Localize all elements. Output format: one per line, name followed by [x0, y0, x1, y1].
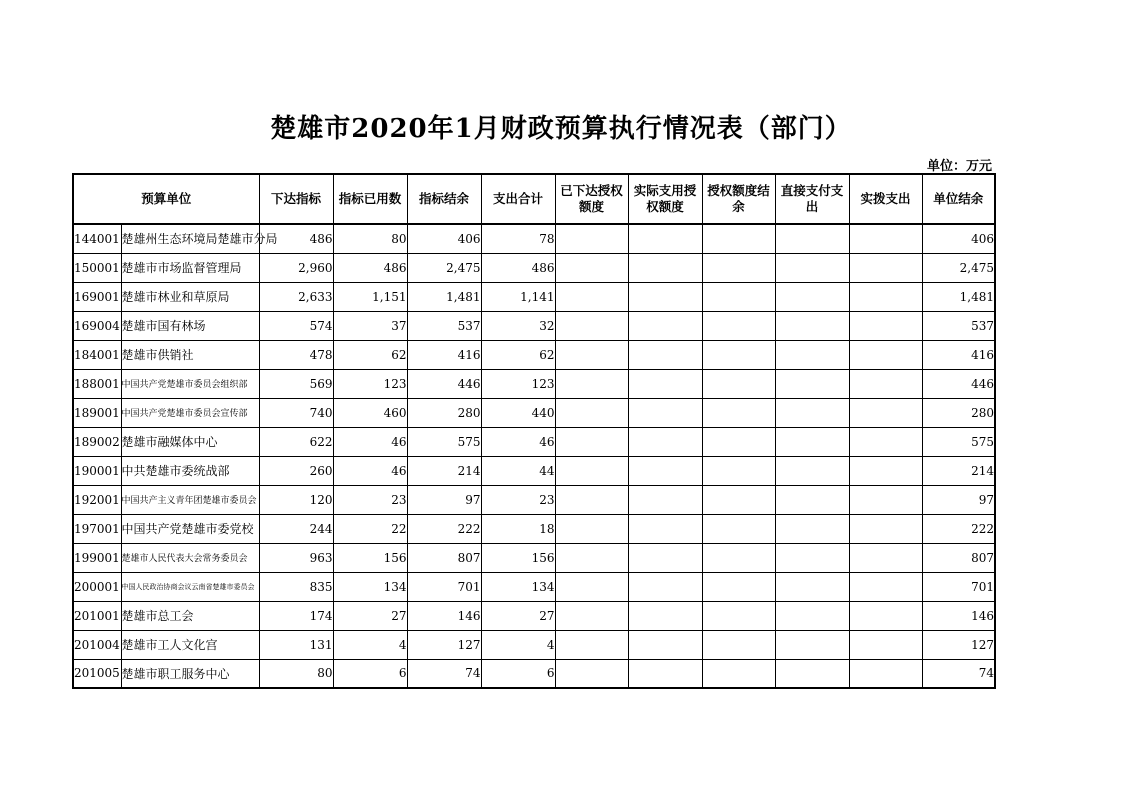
cell-unit-balance: 222: [922, 514, 995, 543]
cell-unit-name: 楚雄市市场监督管理局: [121, 253, 259, 282]
cell-unit-balance: 127: [922, 630, 995, 659]
cell-direct-pay: [775, 601, 849, 630]
cell-unit-balance: 416: [922, 340, 995, 369]
cell-direct-pay: [775, 282, 849, 311]
cell-auth-issued: [555, 311, 628, 340]
cell-unit-name: 楚雄市职工服务中心: [121, 659, 259, 688]
cell-used: 4: [333, 630, 407, 659]
cell-used: 460: [333, 398, 407, 427]
table-row: [73, 572, 995, 601]
cell-auth-issued: [555, 485, 628, 514]
cell-expense: 78: [481, 224, 555, 253]
cell-balance: 74: [407, 659, 481, 688]
cell-code: 144001: [73, 224, 121, 253]
cell-code: 169004: [73, 311, 121, 340]
cell-auth-issued: [555, 427, 628, 456]
cell-code: 189002: [73, 427, 121, 456]
cell-balance: 146: [407, 601, 481, 630]
cell-balance: 280: [407, 398, 481, 427]
header-row: [73, 174, 995, 224]
cell-expense: 44: [481, 456, 555, 485]
cell-unit-name: 楚雄市国有林场: [121, 311, 259, 340]
cell-auth-balance: [702, 427, 775, 456]
cell-code: 200001: [73, 572, 121, 601]
cell-actual-alloc: [849, 427, 922, 456]
cell-code: 197001: [73, 514, 121, 543]
cell-auth-balance: [702, 311, 775, 340]
cell-code: 150001: [73, 253, 121, 282]
cell-unit-balance: 537: [922, 311, 995, 340]
cell-unit-name: 中国人民政治协商会议云南省楚雄市委员会: [121, 572, 259, 601]
table-row: [73, 456, 995, 485]
table-row: [73, 601, 995, 630]
cell-actual-alloc: [849, 253, 922, 282]
cell-issued: 260: [259, 456, 333, 485]
cell-issued: 2,960: [259, 253, 333, 282]
cell-auth-issued: [555, 543, 628, 572]
cell-direct-pay: [775, 253, 849, 282]
cell-unit-name: 中国共产党楚雄市委员会宣传部: [121, 398, 259, 427]
cell-direct-pay: [775, 340, 849, 369]
cell-auth-actual: [628, 311, 702, 340]
cell-issued: 131: [259, 630, 333, 659]
cell-auth-actual: [628, 630, 702, 659]
cell-balance: 416: [407, 340, 481, 369]
cell-used: 123: [333, 369, 407, 398]
cell-auth-actual: [628, 253, 702, 282]
cell-auth-balance: [702, 282, 775, 311]
cell-auth-balance: [702, 253, 775, 282]
cell-used: 62: [333, 340, 407, 369]
cell-unit-name: 楚雄州生态环境局楚雄市分局: [121, 224, 259, 253]
cell-unit-balance: 807: [922, 543, 995, 572]
cell-code: 201005: [73, 659, 121, 688]
cell-used: 486: [333, 253, 407, 282]
col-header-used: 指标已用数: [333, 174, 407, 224]
cell-auth-issued: [555, 514, 628, 543]
cell-auth-balance: [702, 340, 775, 369]
cell-balance: 406: [407, 224, 481, 253]
cell-actual-alloc: [849, 282, 922, 311]
cell-auth-balance: [702, 224, 775, 253]
cell-balance: 1,481: [407, 282, 481, 311]
cell-auth-actual: [628, 543, 702, 572]
cell-actual-alloc: [849, 398, 922, 427]
cell-auth-issued: [555, 630, 628, 659]
cell-auth-actual: [628, 427, 702, 456]
cell-actual-alloc: [849, 224, 922, 253]
cell-auth-balance: [702, 659, 775, 688]
cell-unit-balance: 74: [922, 659, 995, 688]
cell-auth-actual: [628, 224, 702, 253]
cell-balance: 537: [407, 311, 481, 340]
cell-balance: 701: [407, 572, 481, 601]
col-header-actual-alloc: 实拨支出: [849, 174, 922, 224]
table-row: [73, 340, 995, 369]
cell-auth-balance: [702, 514, 775, 543]
cell-auth-issued: [555, 224, 628, 253]
cell-used: 46: [333, 427, 407, 456]
cell-actual-alloc: [849, 630, 922, 659]
cell-actual-alloc: [849, 543, 922, 572]
cell-unit-balance: 280: [922, 398, 995, 427]
cell-expense: 156: [481, 543, 555, 572]
table-body: [73, 224, 995, 688]
cell-direct-pay: [775, 456, 849, 485]
cell-auth-issued: [555, 572, 628, 601]
cell-used: 27: [333, 601, 407, 630]
cell-issued: 174: [259, 601, 333, 630]
table-row: [73, 224, 995, 253]
cell-auth-actual: [628, 514, 702, 543]
col-header-unit-name: 预算单位: [73, 174, 259, 224]
cell-used: 22: [333, 514, 407, 543]
cell-unit-balance: 97: [922, 485, 995, 514]
cell-expense: 32: [481, 311, 555, 340]
cell-used: 1,151: [333, 282, 407, 311]
cell-unit-balance: 2,475: [922, 253, 995, 282]
cell-auth-balance: [702, 630, 775, 659]
cell-auth-actual: [628, 659, 702, 688]
cell-code: 184001: [73, 340, 121, 369]
cell-issued: 569: [259, 369, 333, 398]
cell-unit-name: 中国共产党楚雄市委党校: [121, 514, 259, 543]
table-row: [73, 282, 995, 311]
cell-unit-balance: 214: [922, 456, 995, 485]
cell-unit-name: 楚雄市人民代表大会常务委员会: [121, 543, 259, 572]
cell-expense: 46: [481, 427, 555, 456]
cell-balance: 127: [407, 630, 481, 659]
cell-direct-pay: [775, 427, 849, 456]
table-row: [73, 514, 995, 543]
cell-code: 199001: [73, 543, 121, 572]
cell-issued: 244: [259, 514, 333, 543]
cell-auth-issued: [555, 659, 628, 688]
col-header-auth-balance: 授权额度结余: [702, 174, 775, 224]
col-header-issued: 下达指标: [259, 174, 333, 224]
cell-code: 189001: [73, 398, 121, 427]
table-row: [73, 253, 995, 282]
cell-actual-alloc: [849, 514, 922, 543]
cell-auth-balance: [702, 369, 775, 398]
cell-unit-name: 楚雄市供销社: [121, 340, 259, 369]
table-row: [73, 369, 995, 398]
cell-expense: 4: [481, 630, 555, 659]
cell-auth-balance: [702, 485, 775, 514]
cell-auth-issued: [555, 398, 628, 427]
cell-used: 46: [333, 456, 407, 485]
cell-used: 23: [333, 485, 407, 514]
cell-expense: 6: [481, 659, 555, 688]
cell-actual-alloc: [849, 340, 922, 369]
cell-auth-issued: [555, 601, 628, 630]
cell-auth-balance: [702, 601, 775, 630]
cell-actual-alloc: [849, 311, 922, 340]
cell-issued: 2,633: [259, 282, 333, 311]
cell-direct-pay: [775, 514, 849, 543]
cell-balance: 807: [407, 543, 481, 572]
cell-unit-name: 楚雄市林业和草原局: [121, 282, 259, 311]
cell-actual-alloc: [849, 456, 922, 485]
budget-table: [72, 173, 996, 689]
cell-balance: 446: [407, 369, 481, 398]
cell-auth-issued: [555, 340, 628, 369]
table-row: [73, 543, 995, 572]
cell-direct-pay: [775, 369, 849, 398]
cell-expense: 134: [481, 572, 555, 601]
cell-auth-actual: [628, 340, 702, 369]
cell-code: 192001: [73, 485, 121, 514]
cell-unit-name: 中国共产主义青年团楚雄市委员会: [121, 485, 259, 514]
cell-unit-name: 楚雄市融媒体中心: [121, 427, 259, 456]
table-row: [73, 427, 995, 456]
cell-actual-alloc: [849, 572, 922, 601]
cell-auth-balance: [702, 398, 775, 427]
cell-issued: 963: [259, 543, 333, 572]
col-header-unit-balance: 单位结余: [922, 174, 995, 224]
cell-issued: 622: [259, 427, 333, 456]
cell-issued: 120: [259, 485, 333, 514]
cell-auth-actual: [628, 282, 702, 311]
table-row: [73, 630, 995, 659]
table-row: [73, 659, 995, 688]
cell-unit-balance: 406: [922, 224, 995, 253]
cell-issued: 80: [259, 659, 333, 688]
cell-actual-alloc: [849, 485, 922, 514]
cell-expense: 1,141: [481, 282, 555, 311]
cell-used: 134: [333, 572, 407, 601]
cell-used: 6: [333, 659, 407, 688]
col-header-direct-pay: 直接支付支出: [775, 174, 849, 224]
cell-direct-pay: [775, 659, 849, 688]
cell-auth-actual: [628, 456, 702, 485]
cell-unit-name: 楚雄市总工会: [121, 601, 259, 630]
cell-actual-alloc: [849, 601, 922, 630]
cell-code: 169001: [73, 282, 121, 311]
cell-issued: 486: [259, 224, 333, 253]
col-header-auth-actual: 实际支用授权额度: [628, 174, 702, 224]
cell-auth-issued: [555, 253, 628, 282]
cell-auth-balance: [702, 543, 775, 572]
cell-unit-name: 楚雄市工人文化宫: [121, 630, 259, 659]
col-header-expense: 支出合计: [481, 174, 555, 224]
cell-unit-name: 中国共产党楚雄市委员会组织部: [121, 369, 259, 398]
cell-code: 201001: [73, 601, 121, 630]
cell-issued: 478: [259, 340, 333, 369]
cell-used: 80: [333, 224, 407, 253]
cell-unit-balance: 446: [922, 369, 995, 398]
cell-unit-balance: 146: [922, 601, 995, 630]
cell-balance: 575: [407, 427, 481, 456]
cell-direct-pay: [775, 630, 849, 659]
cell-auth-actual: [628, 601, 702, 630]
page-title: 楚雄市2020年1月财政预算执行情况表（部门）: [270, 114, 852, 144]
table-row: [73, 398, 995, 427]
cell-issued: 835: [259, 572, 333, 601]
table-row: [73, 485, 995, 514]
cell-auth-actual: [628, 369, 702, 398]
cell-auth-issued: [555, 456, 628, 485]
cell-balance: 2,475: [407, 253, 481, 282]
cell-auth-actual: [628, 485, 702, 514]
cell-auth-actual: [628, 398, 702, 427]
cell-auth-balance: [702, 572, 775, 601]
cell-expense: 62: [481, 340, 555, 369]
cell-expense: 27: [481, 601, 555, 630]
cell-used: 37: [333, 311, 407, 340]
cell-actual-alloc: [849, 659, 922, 688]
cell-direct-pay: [775, 224, 849, 253]
col-header-balance: 指标结余: [407, 174, 481, 224]
unit-label: 单位：万元: [926, 159, 992, 174]
cell-auth-issued: [555, 282, 628, 311]
cell-direct-pay: [775, 543, 849, 572]
table-row: [73, 311, 995, 340]
cell-direct-pay: [775, 398, 849, 427]
cell-unit-balance: 701: [922, 572, 995, 601]
cell-unit-name: 中共楚雄市委统战部: [121, 456, 259, 485]
cell-direct-pay: [775, 485, 849, 514]
cell-issued: 740: [259, 398, 333, 427]
cell-expense: 23: [481, 485, 555, 514]
cell-actual-alloc: [849, 369, 922, 398]
cell-code: 190001: [73, 456, 121, 485]
cell-code: 188001: [73, 369, 121, 398]
cell-unit-balance: 575: [922, 427, 995, 456]
cell-used: 156: [333, 543, 407, 572]
cell-auth-balance: [702, 456, 775, 485]
cell-direct-pay: [775, 311, 849, 340]
cell-expense: 123: [481, 369, 555, 398]
cell-auth-issued: [555, 369, 628, 398]
cell-expense: 486: [481, 253, 555, 282]
cell-balance: 97: [407, 485, 481, 514]
cell-unit-balance: 1,481: [922, 282, 995, 311]
cell-direct-pay: [775, 572, 849, 601]
cell-balance: 214: [407, 456, 481, 485]
cell-code: 201004: [73, 630, 121, 659]
col-header-auth-issued: 已下达授权额度: [555, 174, 628, 224]
cell-expense: 440: [481, 398, 555, 427]
cell-expense: 18: [481, 514, 555, 543]
cell-issued: 574: [259, 311, 333, 340]
cell-balance: 222: [407, 514, 481, 543]
cell-auth-actual: [628, 572, 702, 601]
